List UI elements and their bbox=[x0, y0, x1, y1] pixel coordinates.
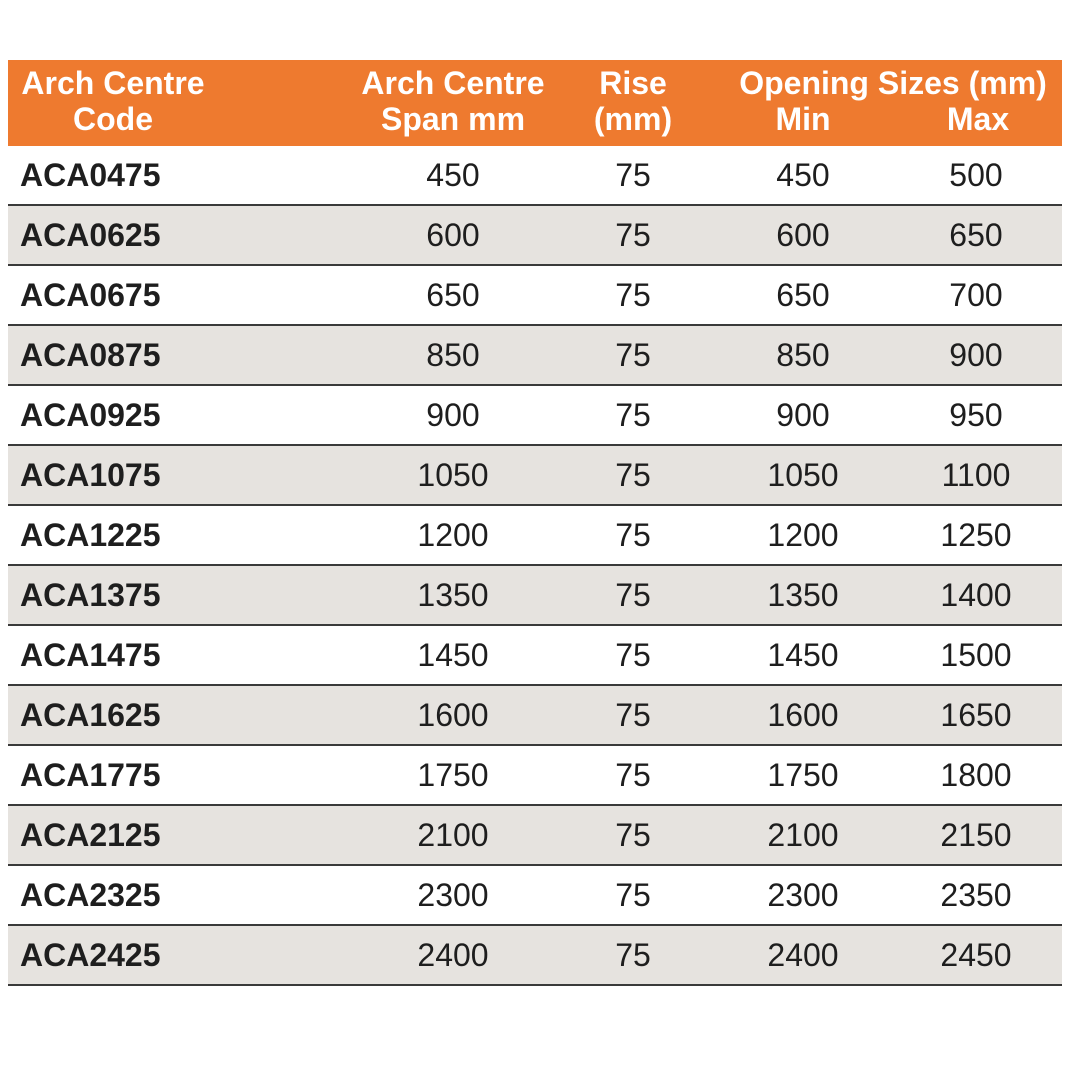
cell-rise: 75 bbox=[615, 337, 651, 373]
cell-max: 1100 bbox=[941, 457, 1011, 493]
header-code-line2: Code bbox=[73, 101, 153, 137]
cell-code: ACA1075 bbox=[20, 457, 161, 493]
cell-span: 2300 bbox=[417, 877, 489, 913]
cell-span: 1600 bbox=[417, 697, 489, 733]
header-span bbox=[358, 65, 548, 137]
cell-min: 900 bbox=[776, 397, 830, 433]
table-header bbox=[8, 60, 1062, 146]
header-code bbox=[8, 65, 218, 137]
cell-max: 1650 bbox=[940, 697, 1012, 733]
cell-min: 1350 bbox=[767, 577, 839, 613]
cell-code: ACA2425 bbox=[20, 937, 161, 973]
cell-min: 1600 bbox=[767, 697, 839, 733]
cell-max: 950 bbox=[949, 397, 1003, 433]
table-row bbox=[8, 146, 1062, 206]
header-rise-line1: Rise bbox=[599, 65, 667, 101]
cell-code: ACA1225 bbox=[20, 517, 161, 553]
table-row bbox=[8, 806, 1062, 866]
header-rise bbox=[583, 65, 683, 137]
header-span-line2: Span mm bbox=[380, 101, 526, 137]
table-body bbox=[8, 146, 1062, 986]
cell-rise: 75 bbox=[615, 577, 651, 613]
cell-min: 450 bbox=[776, 157, 830, 193]
header-min: Min bbox=[775, 101, 831, 137]
cell-min: 2300 bbox=[767, 877, 839, 913]
table-row bbox=[8, 446, 1062, 506]
cell-code: ACA0625 bbox=[20, 217, 161, 253]
cell-span: 1200 bbox=[417, 517, 489, 553]
cell-rise: 75 bbox=[615, 937, 651, 973]
cell-rise: 75 bbox=[615, 517, 651, 553]
cell-rise: 75 bbox=[615, 277, 651, 313]
table-row bbox=[8, 566, 1062, 626]
cell-max: 2150 bbox=[940, 817, 1012, 853]
cell-code: ACA1625 bbox=[20, 697, 161, 733]
cell-rise: 75 bbox=[615, 817, 651, 853]
cell-code: ACA0675 bbox=[20, 277, 161, 313]
cell-span: 1050 bbox=[417, 457, 489, 493]
cell-span: 1350 bbox=[417, 577, 489, 613]
cell-max: 1250 bbox=[940, 517, 1012, 553]
header-opening-label: Opening Sizes (mm) bbox=[739, 65, 1047, 101]
cell-min: 2100 bbox=[767, 817, 839, 853]
cell-min: 1750 bbox=[767, 757, 839, 793]
cell-span: 600 bbox=[426, 217, 480, 253]
cell-code: ACA1775 bbox=[20, 757, 161, 793]
cell-rise: 75 bbox=[615, 757, 651, 793]
table-row bbox=[8, 386, 1062, 446]
cell-min: 2400 bbox=[767, 937, 839, 973]
cell-span: 1450 bbox=[417, 637, 489, 673]
cell-span: 900 bbox=[426, 397, 480, 433]
header-max: Max bbox=[946, 101, 1010, 137]
cell-rise: 75 bbox=[615, 157, 651, 193]
cell-code: ACA0925 bbox=[20, 397, 161, 433]
cell-code: ACA0475 bbox=[20, 157, 161, 193]
table-row bbox=[8, 626, 1062, 686]
header-rise-line2: (mm) bbox=[593, 101, 673, 137]
arch-centre-table bbox=[8, 60, 1062, 986]
cell-max: 1400 bbox=[940, 577, 1012, 613]
cell-span: 650 bbox=[426, 277, 480, 313]
table-row bbox=[8, 326, 1062, 386]
cell-min: 1450 bbox=[767, 637, 839, 673]
cell-min: 1050 bbox=[767, 457, 839, 493]
table-row bbox=[8, 926, 1062, 986]
cell-min: 1200 bbox=[767, 517, 839, 553]
header-span-line1: Arch Centre bbox=[361, 65, 545, 101]
cell-span: 850 bbox=[426, 337, 480, 373]
cell-rise: 75 bbox=[615, 217, 651, 253]
header-code-line1: Arch Centre bbox=[21, 65, 205, 101]
cell-min: 650 bbox=[776, 277, 830, 313]
table-row bbox=[8, 506, 1062, 566]
cell-max: 1800 bbox=[940, 757, 1012, 793]
cell-code: ACA1475 bbox=[20, 637, 161, 673]
table-row bbox=[8, 866, 1062, 926]
cell-max: 500 bbox=[949, 157, 1003, 193]
cell-max: 900 bbox=[949, 337, 1003, 373]
header-opening-sizes bbox=[728, 65, 1058, 101]
cell-max: 2450 bbox=[940, 937, 1012, 973]
cell-rise: 75 bbox=[615, 457, 651, 493]
cell-rise: 75 bbox=[615, 637, 651, 673]
cell-code: ACA2325 bbox=[20, 877, 161, 913]
cell-max: 1500 bbox=[940, 637, 1012, 673]
cell-max: 700 bbox=[949, 277, 1003, 313]
table-row bbox=[8, 746, 1062, 806]
cell-max: 650 bbox=[949, 217, 1003, 253]
cell-code: ACA0875 bbox=[20, 337, 161, 373]
cell-code: ACA1375 bbox=[20, 577, 161, 613]
table-row bbox=[8, 686, 1062, 746]
cell-span: 450 bbox=[426, 157, 480, 193]
table-row bbox=[8, 206, 1062, 266]
table-row bbox=[8, 266, 1062, 326]
cell-max: 2350 bbox=[940, 877, 1012, 913]
cell-span: 2100 bbox=[417, 817, 489, 853]
cell-span: 2400 bbox=[417, 937, 489, 973]
cell-min: 600 bbox=[776, 217, 830, 253]
cell-span: 1750 bbox=[417, 757, 489, 793]
cell-rise: 75 bbox=[615, 877, 651, 913]
cell-min: 850 bbox=[776, 337, 830, 373]
cell-rise: 75 bbox=[615, 697, 651, 733]
cell-code: ACA2125 bbox=[20, 817, 161, 853]
cell-rise: 75 bbox=[615, 397, 651, 433]
